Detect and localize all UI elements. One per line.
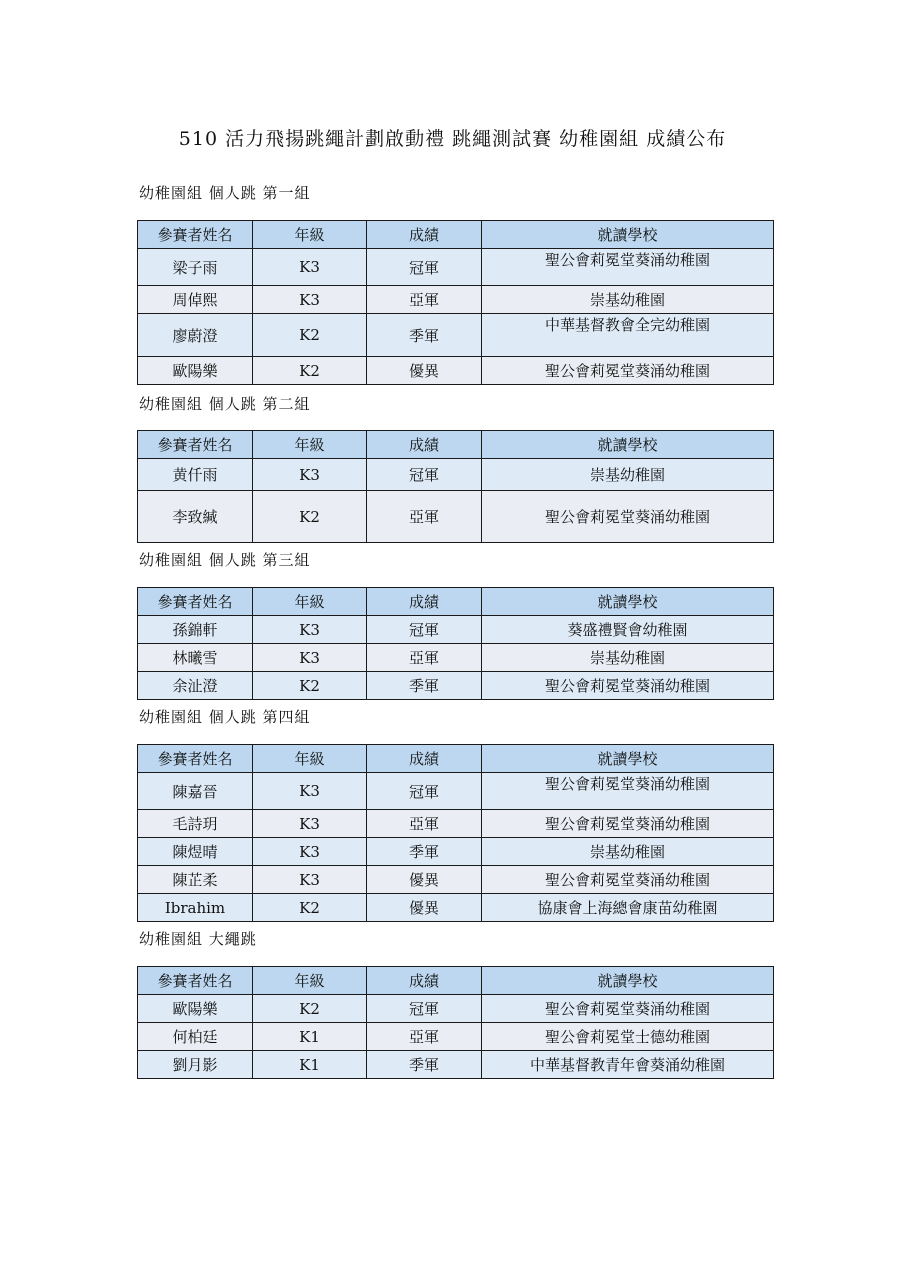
column-header-school: 就讀學校 (482, 588, 774, 616)
table-row (138, 459, 774, 491)
grade-cell: K2 (253, 314, 367, 357)
column-header-grade: 年級 (253, 967, 367, 995)
school-cell: 聖公會莉冕堂士德幼稚園 (482, 1023, 774, 1051)
column-header-participant-name: 參賽者姓名 (138, 745, 253, 773)
table-header-row (138, 221, 774, 249)
column-header-result: 成績 (367, 588, 482, 616)
result-cell: 冠軍 (367, 249, 482, 286)
participant-name-cell: 廖蔚澄 (138, 314, 253, 357)
participant-name-cell: 林曦雪 (138, 644, 253, 672)
table-row (138, 249, 774, 286)
school-cell: 崇基幼稚園 (482, 838, 774, 866)
school-cell: 聖公會莉冕堂葵涌幼稚園 (482, 773, 774, 810)
table-row (138, 491, 774, 543)
participant-name-cell: 何柏廷 (138, 1023, 253, 1051)
column-header-result: 成績 (367, 431, 482, 459)
column-header-school: 就讀學校 (482, 967, 774, 995)
result-cell: 季軍 (367, 1051, 482, 1079)
table-row (138, 644, 774, 672)
participant-name-cell: 孫錦軒 (138, 616, 253, 644)
school-cell: 聖公會莉冕堂葵涌幼稚園 (482, 995, 774, 1023)
result-cell: 冠軍 (367, 459, 482, 491)
participant-name-cell: 陳嘉晉 (138, 773, 253, 810)
participant-name-cell: Ibrahim (138, 894, 253, 922)
table-header-row (138, 967, 774, 995)
grade-cell: K3 (253, 286, 367, 314)
column-header-grade: 年級 (253, 431, 367, 459)
participant-name-cell: 黄仟雨 (138, 459, 253, 491)
grade-cell: K3 (253, 838, 367, 866)
table-row (138, 314, 774, 357)
table-row (138, 616, 774, 644)
grade-cell: K3 (253, 249, 367, 286)
participant-name-cell: 余沚澄 (138, 672, 253, 700)
grade-cell: K1 (253, 1051, 367, 1079)
grade-cell: K2 (253, 491, 367, 543)
grade-cell: K3 (253, 616, 367, 644)
table-header-row (138, 745, 774, 773)
table-row (138, 286, 774, 314)
table-row (138, 866, 774, 894)
result-cell: 冠軍 (367, 616, 482, 644)
participant-name-cell: 陳芷柔 (138, 866, 253, 894)
page-title: 510 活力飛揚跳繩計劃啟動禮 跳繩測試賽 幼稚園組 成績公布 (178, 128, 727, 150)
column-header-participant-name: 參賽者姓名 (138, 588, 253, 616)
grade-cell: K2 (253, 357, 367, 385)
results-table (137, 430, 774, 543)
results-table (137, 220, 774, 385)
table-row (138, 1023, 774, 1051)
table-row (138, 1051, 774, 1079)
grade-cell: K2 (253, 995, 367, 1023)
table-row (138, 838, 774, 866)
table-header-row (138, 431, 774, 459)
result-cell: 優異 (367, 357, 482, 385)
result-cell: 優異 (367, 866, 482, 894)
results-table (137, 966, 774, 1079)
result-cell: 亞軍 (367, 491, 482, 543)
grade-cell: K3 (253, 866, 367, 894)
result-cell: 優異 (367, 894, 482, 922)
section-label: 幼稚園組 個人跳 第一組 (139, 184, 311, 202)
section-label: 幼稚園組 個人跳 第四組 (139, 708, 311, 726)
school-cell: 聖公會莉冕堂葵涌幼稚園 (482, 672, 774, 700)
grade-cell: K3 (253, 644, 367, 672)
school-cell: 崇基幼稚園 (482, 644, 774, 672)
result-cell: 亞軍 (367, 1023, 482, 1051)
school-cell: 聖公會莉冕堂葵涌幼稚園 (482, 810, 774, 838)
result-cell: 亞軍 (367, 286, 482, 314)
column-header-result: 成績 (367, 967, 482, 995)
column-header-grade: 年級 (253, 745, 367, 773)
school-cell: 協康會上海總會康苗幼稚園 (482, 894, 774, 922)
column-header-result: 成績 (367, 221, 482, 249)
grade-cell: K2 (253, 672, 367, 700)
participant-name-cell: 周倬熙 (138, 286, 253, 314)
column-header-school: 就讀學校 (482, 745, 774, 773)
school-cell: 崇基幼稚園 (482, 459, 774, 491)
result-cell: 季軍 (367, 672, 482, 700)
column-header-participant-name: 參賽者姓名 (138, 967, 253, 995)
grade-cell: K3 (253, 773, 367, 810)
table-row (138, 894, 774, 922)
participant-name-cell: 陳煜晴 (138, 838, 253, 866)
column-header-school: 就讀學校 (482, 221, 774, 249)
section-label: 幼稚園組 個人跳 第三組 (139, 551, 311, 569)
school-cell: 崇基幼稚園 (482, 286, 774, 314)
result-cell: 亞軍 (367, 810, 482, 838)
column-header-grade: 年級 (253, 588, 367, 616)
section-label: 幼稚園組 大繩跳 (139, 930, 257, 948)
table-row (138, 357, 774, 385)
column-header-participant-name: 參賽者姓名 (138, 431, 253, 459)
school-cell: 聖公會莉冕堂葵涌幼稚園 (482, 357, 774, 385)
table-row (138, 773, 774, 810)
table-header-row (138, 588, 774, 616)
school-cell: 聖公會莉冕堂葵涌幼稚園 (482, 249, 774, 286)
column-header-result: 成績 (367, 745, 482, 773)
participant-name-cell: 李致緘 (138, 491, 253, 543)
table-row (138, 995, 774, 1023)
table-row (138, 810, 774, 838)
participant-name-cell: 梁子雨 (138, 249, 253, 286)
result-cell: 冠軍 (367, 995, 482, 1023)
school-cell: 聖公會莉冕堂葵涌幼稚園 (482, 866, 774, 894)
participant-name-cell: 歐陽樂 (138, 995, 253, 1023)
result-cell: 季軍 (367, 838, 482, 866)
school-cell: 中華基督教青年會葵涌幼稚園 (482, 1051, 774, 1079)
participant-name-cell: 毛詩玥 (138, 810, 253, 838)
grade-cell: K3 (253, 459, 367, 491)
result-cell: 亞軍 (367, 644, 482, 672)
result-cell: 冠軍 (367, 773, 482, 810)
table-row (138, 672, 774, 700)
column-header-grade: 年級 (253, 221, 367, 249)
grade-cell: K3 (253, 810, 367, 838)
participant-name-cell: 歐陽樂 (138, 357, 253, 385)
column-header-school: 就讀學校 (482, 431, 774, 459)
results-table (137, 587, 774, 700)
school-cell: 中華基督教會全完幼稚園 (482, 314, 774, 357)
section-label: 幼稚園組 個人跳 第二組 (139, 395, 311, 413)
result-cell: 季軍 (367, 314, 482, 357)
grade-cell: K1 (253, 1023, 367, 1051)
grade-cell: K2 (253, 894, 367, 922)
school-cell: 葵盛禮賢會幼稚園 (482, 616, 774, 644)
participant-name-cell: 劉月影 (138, 1051, 253, 1079)
column-header-participant-name: 參賽者姓名 (138, 221, 253, 249)
results-table (137, 744, 774, 922)
school-cell: 聖公會莉冕堂葵涌幼稚園 (482, 491, 774, 543)
